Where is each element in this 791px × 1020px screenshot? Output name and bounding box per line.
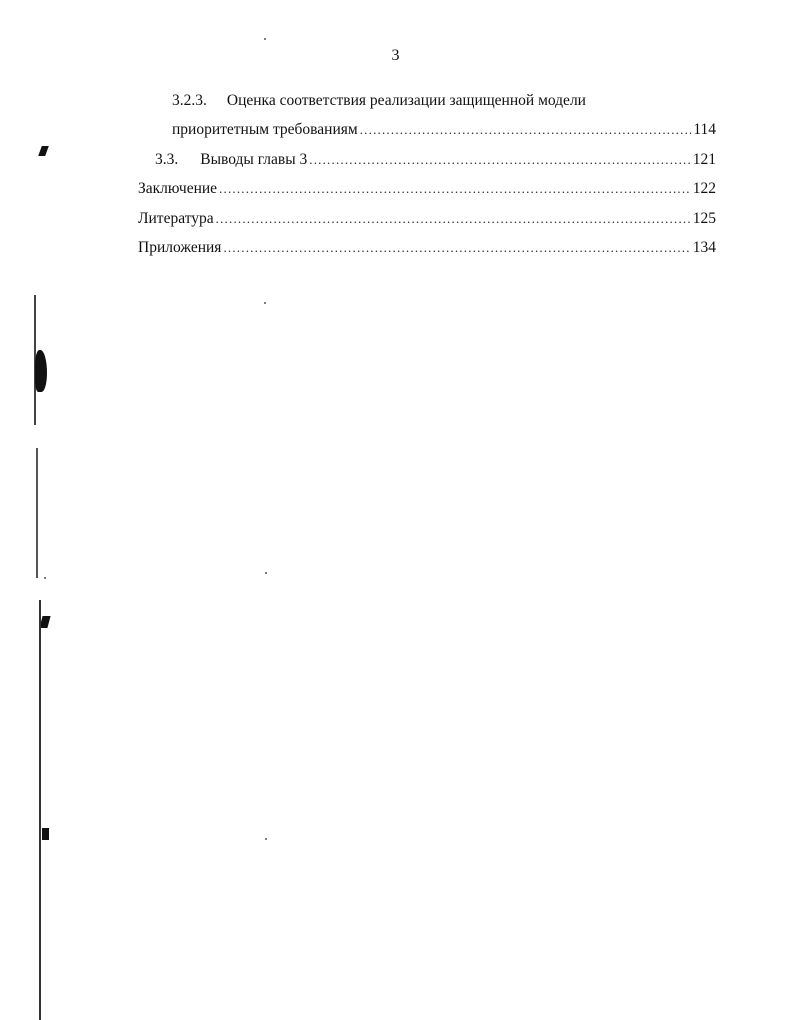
dust-speck	[265, 838, 267, 840]
dust-speck	[265, 572, 267, 574]
toc-leader-dots	[223, 238, 690, 258]
toc-entry-title: приоритетным требованиям	[172, 121, 358, 138]
toc-leader-dots	[309, 150, 691, 170]
toc-entry-page: 121	[692, 151, 716, 168]
toc-entry-page: 134	[692, 239, 716, 256]
toc-entry-page: 114	[693, 121, 716, 138]
binding-mark	[38, 146, 49, 156]
binding-smudge	[35, 350, 47, 392]
toc-entry-title: Приложения	[138, 239, 222, 256]
toc-entry-conclusion[interactable]	[138, 179, 716, 199]
toc-leader-dots	[360, 120, 692, 140]
dust-speck	[264, 38, 266, 40]
toc-entry-title: Выводы главы 3	[200, 151, 308, 168]
page-number: 3	[391, 47, 400, 64]
toc-leader-dots	[219, 179, 691, 199]
binding-edge-line	[39, 600, 41, 1020]
toc-entry-title: Заключение	[138, 180, 218, 197]
binding-edge-line	[36, 448, 38, 578]
toc-leader-dots	[216, 209, 691, 229]
toc-entry-literature[interactable]	[138, 209, 716, 229]
toc-entry-number: 3.2.3.	[172, 92, 207, 109]
binding-mark	[39, 616, 50, 628]
toc-entry-appendices[interactable]	[138, 238, 716, 258]
toc-entry-page: 125	[692, 210, 716, 227]
dust-speck	[264, 302, 266, 304]
toc-entry-title: Литература	[138, 210, 214, 227]
toc-entry-number: 3.3.	[155, 151, 179, 168]
dust-speck	[44, 577, 46, 579]
toc-entry-title: Оценка соответствия реализации защищенной модели	[226, 92, 586, 109]
toc-entry-3-2-3[interactable]	[172, 120, 716, 140]
toc-entry-3-2-3-heading	[172, 91, 586, 111]
toc-entry-page: 122	[692, 180, 716, 197]
toc-entry-3-3[interactable]	[155, 150, 716, 170]
binding-mark	[42, 828, 49, 840]
